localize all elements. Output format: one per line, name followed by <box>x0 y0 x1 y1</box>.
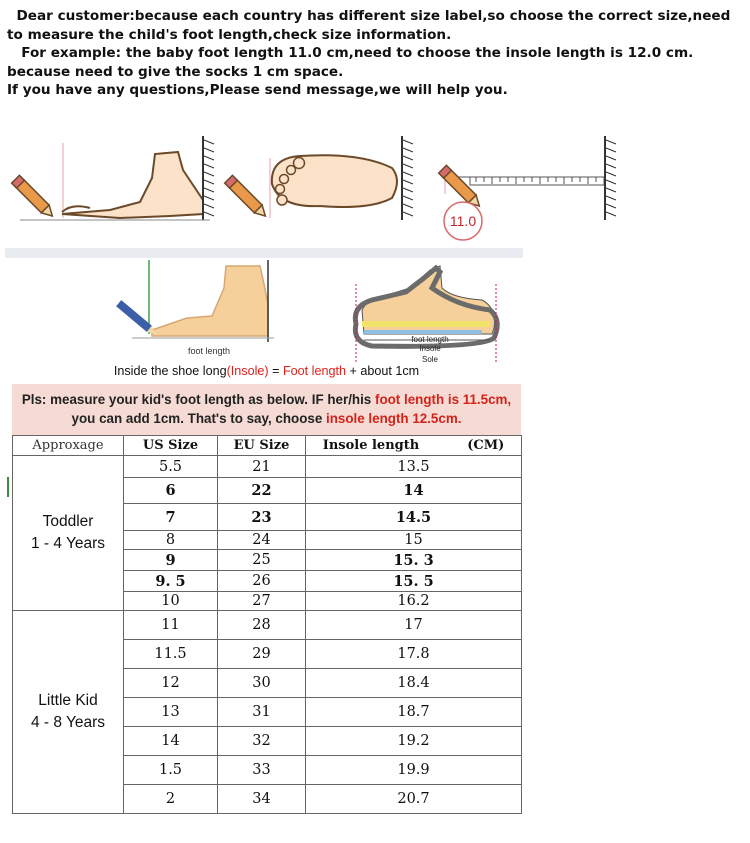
table-row: 1.5 33 19.9 <box>13 756 522 785</box>
intro-line-1: Dear customer:because each country has different size label,so choose the correct size,need to measure the child's foot length,check size information. <box>7 8 736 43</box>
size-table <box>12 435 522 814</box>
table-header-row <box>13 436 522 456</box>
table-row: 9. 5 26 15. 5 <box>13 571 522 592</box>
notice-highlight-2: insole length 12.5cm. <box>326 411 462 426</box>
intro-line-2: For example: the baby foot length 11.0 cm,need to choose the insole length is 12.0 cm. because need to give the socks 1 cm space. <box>7 45 699 80</box>
header-eu-size: EU Size <box>218 436 306 456</box>
table-row: 10 27 16.2 <box>13 592 522 611</box>
table-row: Toddler 1 - 4 Years 5.5 21 13.5 <box>13 456 522 478</box>
insole-label: Insole <box>419 344 441 353</box>
table-row: 14 32 19.2 <box>13 727 522 756</box>
intro-line-3: If you have any questions,Please send message,we will help you. <box>7 82 508 99</box>
pencil-icon <box>225 175 270 220</box>
table-row: 13 31 18.7 <box>13 698 522 727</box>
cell-marker <box>7 477 9 497</box>
ruler-reading: 11.0 <box>449 213 477 229</box>
group-toddler: Toddler 1 - 4 Years <box>13 456 124 611</box>
header-us-size: US Size <box>124 436 218 456</box>
formula-text: Inside the shoe long <box>113 364 227 378</box>
table-row: 2 34 20.7 <box>13 785 522 814</box>
formula-foot-length: Foot length <box>282 364 346 378</box>
foot-measure-image <box>116 260 274 356</box>
table-row: 12 30 18.4 <box>13 669 522 698</box>
table-row: Little Kid 4 - 8 Years 11 28 17 <box>13 611 522 640</box>
table-row: 8 24 15 <box>13 531 522 550</box>
table-row: 9 25 15. 3 <box>13 550 522 571</box>
notice-highlight-1: foot length is 11.5cm, <box>374 392 512 407</box>
foot-top-view-image <box>225 136 413 220</box>
pencil-icon <box>12 175 57 220</box>
notice-text-1: Pls: measure your kid's foot length as below. IF her/his <box>21 392 375 407</box>
formula-insole: (Insole) <box>226 364 269 378</box>
measurement-illustration <box>0 118 750 248</box>
notice-text-2: you can add 1cm. That's to say, choose <box>71 411 327 426</box>
measure-notice <box>12 384 521 435</box>
sheet-header-strip <box>5 248 523 258</box>
table-row: 7 23 14.5 <box>13 504 522 531</box>
table-row: 6 22 14 <box>13 478 522 504</box>
insole-formula <box>12 364 521 378</box>
table-row: 11.5 29 17.8 <box>13 640 522 669</box>
header-approx-age: Approxage <box>13 436 124 456</box>
header-unit: (CM) <box>467 438 505 453</box>
formula-equals: = <box>268 364 283 378</box>
foot-length-label: foot length <box>187 346 231 356</box>
intro-text <box>7 7 747 100</box>
sole-label: Sole <box>421 355 439 364</box>
formula-plus: + about 1cm <box>345 364 420 378</box>
foot-length-label-2: foot length <box>411 335 449 344</box>
shoe-cross-section-image <box>355 266 497 364</box>
group-little-kid: Little Kid 4 - 8 Years <box>13 611 124 814</box>
header-insole-length: Insole length (CM) <box>306 436 522 456</box>
pencil-icon <box>116 300 158 337</box>
ruler-measure-image <box>439 136 616 240</box>
foot-side-view-image <box>12 136 214 220</box>
